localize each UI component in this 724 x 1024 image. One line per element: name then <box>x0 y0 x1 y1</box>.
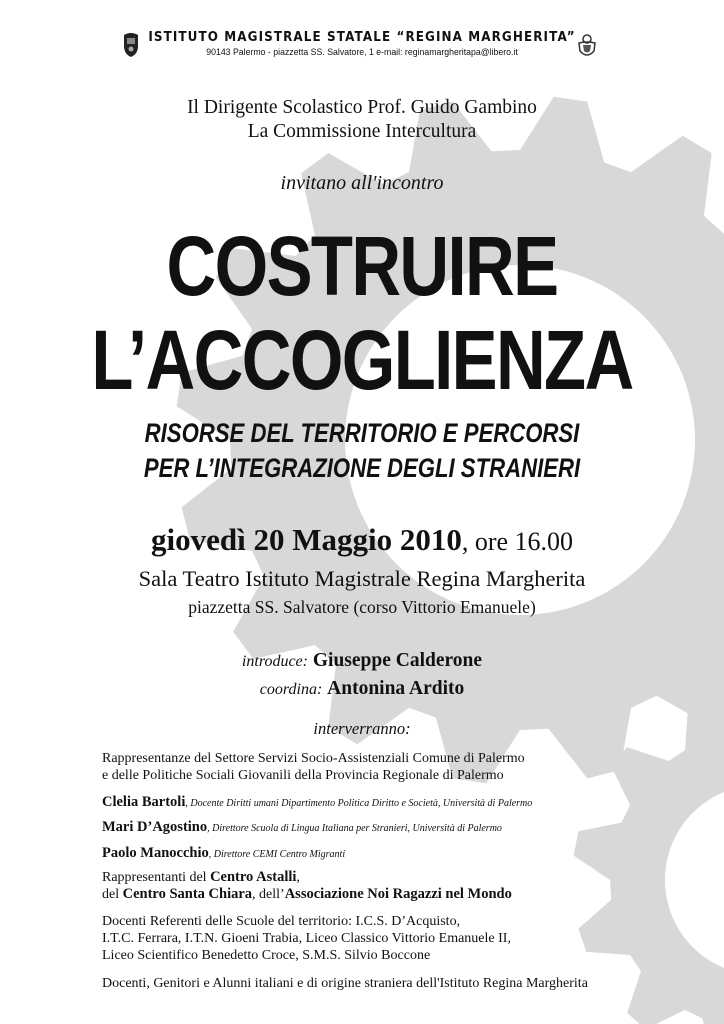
speaker-group-institutions <box>102 750 702 784</box>
organizers <box>0 96 724 144</box>
list-item: Rappresentanti del Centro Astalli, <box>102 869 300 885</box>
speaker-dagostino <box>102 819 702 837</box>
speaker-group-associations <box>102 869 702 903</box>
speaker-group-community: Docenti, Genitori e Alunni italiani e di origine straniera dell'Istituto Regina Margherita <box>102 976 588 991</box>
event-venue: Sala Teatro Istituto Magistrale Regina Margherita <box>138 566 586 591</box>
speakers-label: interverranno: <box>313 719 411 738</box>
speaker-manocchio <box>102 845 702 863</box>
speaker-bartoli <box>102 794 702 812</box>
introduce-label: introduce: <box>241 653 308 670</box>
event-date-text: giovedì 20 Maggio 2010 <box>150 522 462 557</box>
event-time: , ore 16.00 <box>461 527 574 556</box>
coordina-line <box>0 678 724 700</box>
coordina-name: Antonina Ardito <box>327 678 465 699</box>
list-item: e delle Politiche Sociali Giovanili della Provincia Regionale di Palermo <box>102 768 504 783</box>
title-line-2: L’ACCOGLIENZA <box>91 313 633 407</box>
introduce-line <box>0 650 724 672</box>
list-item: I.T.C. Ferrara, I.T.N. Gioeni Trabia, Liceo Classico Vittorio Emanuele II, <box>102 931 511 946</box>
organizer-principal: Il Dirigente Scolastico Prof. Guido Gambino <box>187 97 537 118</box>
header <box>0 30 724 58</box>
institute-address: 90143 Palermo - piazzetta SS. Salvatore, 1 e-mail: reginamargheritapa@libero.it <box>206 47 518 58</box>
list-item: del Centro Santa Chiara, dell’Associazione Noi Ragazzi nel Mondo <box>102 886 512 902</box>
title-line-1: COSTRUIRE <box>166 219 558 313</box>
speaker-name: Mari D’Agostino <box>102 819 208 835</box>
invite-line: invitano all'incontro <box>280 172 444 194</box>
speaker-note: , Docente Diritti umani Dipartimento Politica Diritto e Società, Università di Palermo <box>185 798 533 809</box>
list-item: Liceo Scientifico Benedetto Croce, S.M.S. Silvio Boccone <box>102 948 431 963</box>
subtitle-line-1: RISORSE DEL TERRITORIO E PERCORSI <box>144 418 580 448</box>
event-venue-detail: piazzetta SS. Salvatore (corso Vittorio Emanuele) <box>188 597 536 617</box>
speaker-name: Clelia Bartoli <box>102 794 186 810</box>
list-item: Rappresentanze del Settore Servizi Socio-Assistenziali Comune di Palermo <box>102 751 525 766</box>
subtitle-line-2: PER L’INTEGRAZIONE DEGLI STRANIERI <box>143 453 581 483</box>
coordina-label: coordina: <box>259 681 323 698</box>
introduce-name: Giuseppe Calderone <box>312 650 483 671</box>
institute-name: ISTITUTO MAGISTRALE STATALE “REGINA MARGHERITA” <box>148 30 576 45</box>
speaker-name: Paolo Manocchio <box>102 845 209 861</box>
organizer-commission: La Commissione Intercultura <box>247 121 477 142</box>
list-item: Docenti Referenti delle Scuole del territorio: I.C.S. D’Acquisto, <box>102 914 461 929</box>
speaker-group-schools <box>102 913 702 964</box>
speaker-note: , Direttore Scuola di Lingua Italiana per Stranieri, Università di Palermo <box>207 823 502 834</box>
event-date <box>0 522 724 558</box>
speaker-note: , Direttore CEMI Centro Migranti <box>208 849 346 860</box>
